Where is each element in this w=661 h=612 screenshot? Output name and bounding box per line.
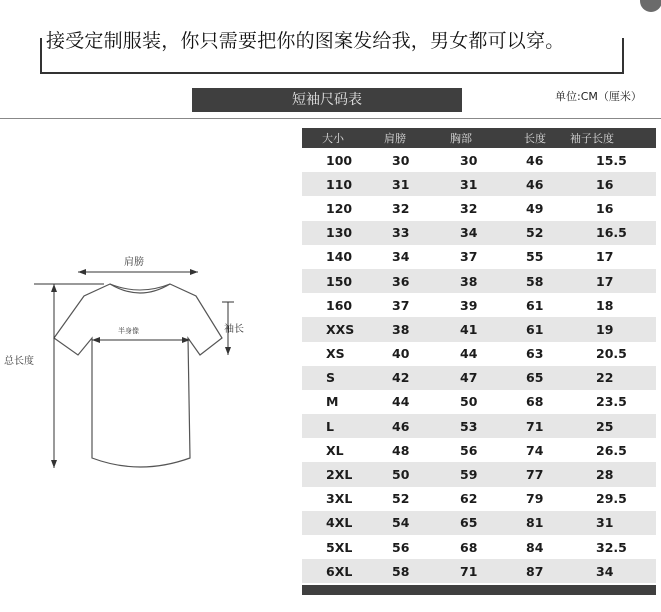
cell-shoulder: 42	[392, 370, 410, 386]
cell-chest: 50	[460, 394, 478, 410]
cell-size: 160	[326, 297, 353, 313]
cell-length: 68	[526, 394, 544, 410]
cell-shoulder: 38	[392, 321, 410, 337]
cell-length: 81	[526, 515, 544, 531]
header-length: 长度	[524, 132, 546, 145]
cell-shoulder: 52	[392, 491, 410, 507]
table-row	[302, 342, 656, 366]
table-row	[302, 487, 656, 511]
cell-chest: 53	[460, 418, 478, 434]
cell-size: 4XL	[326, 515, 353, 531]
cell-shoulder: 34	[392, 249, 410, 265]
divider-line	[0, 118, 661, 119]
shoulder-label: 肩膀	[124, 257, 144, 268]
cell-sleeve-length: 32.5	[596, 539, 627, 555]
cell-sleeve-length: 17	[596, 273, 614, 289]
cell-size: S	[326, 370, 336, 386]
cell-chest: 44	[460, 346, 478, 362]
cell-size: 5XL	[326, 539, 353, 555]
cell-sleeve-length: 18	[596, 297, 614, 313]
cell-chest: 62	[460, 491, 478, 507]
cell-sleeve-length: 34	[596, 563, 614, 579]
cell-chest: 71	[460, 563, 478, 579]
table-row	[302, 293, 656, 317]
cell-sleeve-length: 29.5	[596, 491, 627, 507]
cell-sleeve-length: 25	[596, 418, 614, 434]
cell-size: 110	[326, 176, 353, 192]
cell-sleeve-length: 23.5	[596, 394, 627, 410]
cell-shoulder: 48	[392, 442, 410, 458]
table-body	[302, 148, 656, 583]
cell-shoulder: 32	[392, 200, 410, 216]
cell-length: 87	[526, 563, 544, 579]
headline-text: 接受定制服装，你只需要把你的图案发给我，男女都可以穿。	[46, 30, 565, 52]
cell-chest: 41	[460, 321, 478, 337]
cell-size: 3XL	[326, 491, 353, 507]
table-row	[302, 366, 656, 390]
cell-chest: 65	[460, 515, 478, 531]
corner-badge	[640, 0, 661, 12]
cell-length: 58	[526, 273, 544, 289]
table-row	[302, 269, 656, 293]
header-chest: 胸部	[450, 132, 472, 145]
cell-chest: 47	[460, 370, 478, 386]
cell-shoulder: 46	[392, 418, 410, 434]
cell-chest: 59	[460, 467, 478, 483]
cell-sleeve-length: 16	[596, 176, 614, 192]
cell-size: M	[326, 394, 339, 410]
cell-length: 52	[526, 225, 544, 241]
unit-label: 单位:CM（厘米）	[555, 90, 642, 103]
cell-sleeve-length: 17	[596, 249, 614, 265]
cell-chest: 39	[460, 297, 478, 313]
cell-chest: 68	[460, 539, 478, 555]
table-footer-bar	[302, 585, 656, 595]
cell-length: 55	[526, 249, 544, 265]
cell-chest: 56	[460, 442, 478, 458]
cell-size: XXS	[326, 321, 355, 337]
cell-sleeve-length: 28	[596, 467, 614, 483]
cell-shoulder: 37	[392, 297, 410, 313]
cell-length: 46	[526, 152, 544, 168]
cell-chest: 37	[460, 249, 478, 265]
cell-sleeve-length: 15.5	[596, 152, 627, 168]
cell-length: 63	[526, 346, 544, 362]
cell-length: 46	[526, 176, 544, 192]
header-sleeve-length: 袖子长度	[570, 132, 614, 145]
cell-size: XS	[326, 346, 345, 362]
cell-chest: 31	[460, 176, 478, 192]
table-row	[302, 172, 656, 196]
cell-length: 84	[526, 539, 544, 555]
cell-shoulder: 50	[392, 467, 410, 483]
table-row	[302, 511, 656, 535]
cell-length: 74	[526, 442, 544, 458]
cell-length: 61	[526, 297, 544, 313]
table-row	[302, 438, 656, 462]
cell-size: 2XL	[326, 467, 353, 483]
cell-shoulder: 54	[392, 515, 410, 531]
table-row	[302, 245, 656, 269]
cell-shoulder: 30	[392, 152, 410, 168]
cell-sleeve-length: 16.5	[596, 225, 627, 241]
cell-size: 130	[326, 225, 353, 241]
cell-shoulder: 31	[392, 176, 410, 192]
tshirt-outline-icon	[0, 240, 270, 490]
table-row	[302, 559, 656, 583]
table-row	[302, 221, 656, 245]
cell-shoulder: 40	[392, 346, 410, 362]
table-row	[302, 535, 656, 559]
sleeve-label: 袖长	[224, 324, 244, 335]
cell-shoulder: 56	[392, 539, 410, 555]
table-row	[302, 148, 656, 172]
cell-size: XL	[326, 442, 344, 458]
table-header	[302, 128, 656, 148]
header-shoulder: 肩膀	[384, 132, 406, 145]
table-row	[302, 317, 656, 341]
header-size: 大小	[322, 132, 344, 145]
cell-chest: 34	[460, 225, 478, 241]
total-length-label: 总长度	[4, 356, 34, 367]
cell-shoulder: 44	[392, 394, 410, 410]
cell-size: 150	[326, 273, 353, 289]
chest-label: 半身像	[118, 327, 139, 335]
cell-length: 71	[526, 418, 544, 434]
cell-chest: 32	[460, 200, 478, 216]
cell-sleeve-length: 31	[596, 515, 614, 531]
table-row	[302, 462, 656, 486]
cell-size: 6XL	[326, 563, 353, 579]
table-row	[302, 390, 656, 414]
tshirt-diagram	[0, 240, 270, 490]
size-chart-title: 短袖尺码表	[192, 88, 462, 112]
cell-chest: 30	[460, 152, 478, 168]
cell-size: 120	[326, 200, 353, 216]
cell-chest: 38	[460, 273, 478, 289]
cell-length: 65	[526, 370, 544, 386]
cell-size: 140	[326, 249, 353, 265]
cell-shoulder: 36	[392, 273, 410, 289]
table-row	[302, 196, 656, 220]
table-row	[302, 414, 656, 438]
cell-sleeve-length: 20.5	[596, 346, 627, 362]
cell-size: L	[326, 418, 334, 434]
cell-sleeve-length: 16	[596, 200, 614, 216]
cell-shoulder: 33	[392, 225, 410, 241]
cell-length: 77	[526, 467, 544, 483]
cell-sleeve-length: 19	[596, 321, 614, 337]
size-table	[302, 128, 656, 595]
cell-length: 61	[526, 321, 544, 337]
cell-size: 100	[326, 152, 353, 168]
cell-sleeve-length: 26.5	[596, 442, 627, 458]
cell-length: 49	[526, 200, 544, 216]
cell-shoulder: 58	[392, 563, 410, 579]
cell-length: 79	[526, 491, 544, 507]
cell-sleeve-length: 22	[596, 370, 614, 386]
